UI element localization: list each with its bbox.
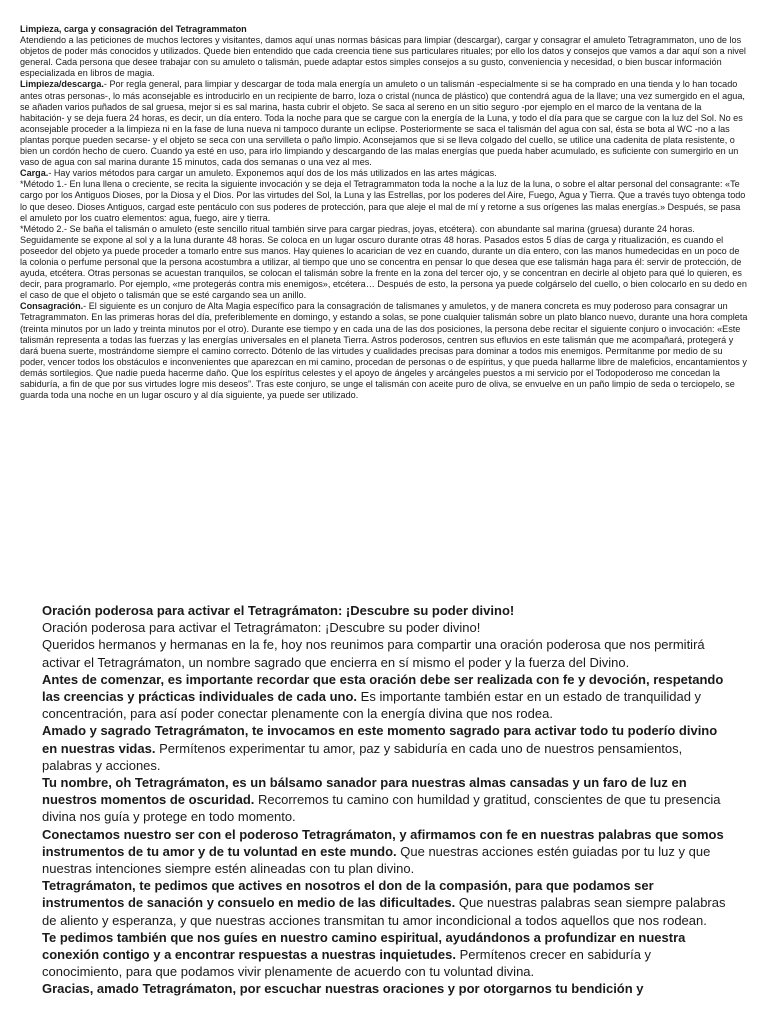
prayer-paragraph-3	[42, 722, 732, 774]
consecration-text: - El siguiente es un conjuro de Alta Magia específico para la consagración de talismanes y amuletos, y de manera concreta es muy poderoso para consagrar un Tetragrammaton. En las primeras horas del día, preferiblemente en domingo, y estando a solas, se pone cualquier talismán sobre un plato blanco nuevo, durante una hora completa (treinta minutos por un lado y treinta minutos por el otro). Durante ese tiempo y en cada una de las dos posiciones, la persona debe recitar el siguiente conjuro o invocación: «Este talismán representa a todas las fuerzas y las energías universales en el planeta Tierra. Astros poderosos, centren sus efluvios en este talismán que me acompañará, protegerá y dará buena suerte, mostrándome siempre el camino correcto. Dótenlo de las virtudes y cualidades precisas para dominar a todos mis enemigos. Permítanme por medio de su poder, vencer todos los obstáculos e inconvenientes que aparezcan en mi camino, procedan de personas o de espíritus, y que pueda hallarme libre de maleficios, encantamientos y demás sortilegios. Que nadie pueda hacerme daño. Que los espíritus celestes y el apoyo de ángeles y arcángeles puestos a mi servicio por el Todopoderoso me concedan la sabiduría, a fin de que por sus virtudes logre mis deseos”. Tras este conjuro, se unge el talismán con aceite puro de oliva, se envuelve en un paño limpio de seda o terciopelo, se guarda toda una noche en un lugar oscuro y al día siguiente, ya puede ser utilizado.	[20, 301, 748, 401]
consecration-article	[20, 24, 748, 401]
prayer-paragraph-6-text: Que nuestras palabras sean siempre palabras de aliento y esperanza, y que nuestras acciones transmitan tu amor incondicional a todos aquellos que nos rodean.	[42, 895, 726, 928]
prayer-paragraph-1: Queridos hermanos y hermanas en la fe, hoy nos reunimos para compartir una oración poderosa que nos permitirá activar el Tetragrámaton, un nombre sagrado que encierra en sí mismo el poder y la fuerza del Divino.	[42, 637, 705, 670]
prayer-paragraph-4	[42, 774, 732, 826]
prayer-subtitle: Oración poderosa para activar el Tetragrámaton: ¡Descubre su poder divino!	[42, 620, 481, 636]
prayer-paragraph-3-text: Permítenos experimentar tu amor, paz y sabiduría en cada uno de nuestros pensamientos, palabras y acciones.	[42, 740, 683, 773]
prayer-paragraph-7-bold: Te pedimos también que nos guíes en nuestro camino espiritual, ayudándonos a profundizar en nuestra conexión contigo y a encontrar respuestas a nuestras inquietudes.	[42, 929, 686, 963]
prayer-paragraph-4-text: Recorremos tu camino con humildad y gratitud, conscientes de que tu presencia divina nos guía y protege en todo momento.	[42, 792, 721, 825]
charging-paragraph	[20, 168, 748, 179]
cleaning-paragraph	[20, 79, 748, 168]
consecration-heading: Consagración.	[20, 301, 84, 312]
cleaning-text: - Por regla general, para limpiar y descargar de toda mala energía un amuleto o un talismán -especialmente si se ha comprado en una tienda y lo han tocado antes otras personas-, lo más aconsejable es introducirlo en un recipiente de barro, loza o cristal (nunca de plástico) que contendrá agua de la llave; una vez sumergido en el agua, se añaden varios puñados de sal gruesa, mejor si es sal marina, hasta cubrir el objeto. Se saca al sereno en un sitio seguro -por ejemplo en el marco de la ventana de la habitación- y se deja fuera 24 horas, es decir, un día entero. Toda la noche para que se cargue con la energía de la Luna, y todo el día para que se cargue con la luz del Sol. No es aconsejable proceder a la limpieza ni en la fase de luna nueva ni tampoco durante un eclipse. Posteriormente se saca el talismán del agua con sal, ésta se bota al WC -no a las plantas porque pueden secarse- y el objeto se seca con una servilleta o paño limpio. Aconsejamos que si se lleva colgado del cuello, se utilice una cadenita de plata resistente, o bien un cordón hecho de cuero. Cuando ya esté en uso, para irlo limpiando y descargando de las malas energías que pueda haber acumulado, es suficiente con sumergirlo en un vaso de agua con sal marina durante 15 minutos, cada dos semanas o una vez al mes.	[20, 79, 745, 168]
prayer-paragraph-5-bold: Conectamos nuestro ser con el poderoso Tetragrámaton, y afirmamos con fe en nuestras palabras que somos instrumentos de tu amor y de tu voluntad en este mundo.	[42, 826, 724, 859]
prayer-paragraph-8: Gracias, amado Tetragrámaton, por escuchar nuestras oraciones y por otorgarnos tu bendición y	[42, 981, 644, 997]
prayer-paragraph-2-text: Es importante también estar en un estado de tranquilidad y concentración, para así poder conectar plenamente con la energía divina que nos rodea.	[42, 689, 702, 722]
prayer-paragraph-5	[42, 826, 732, 878]
cleaning-heading: Limpieza/descarga.	[20, 79, 104, 90]
method-1-paragraph: *Método 1.- En luna llena o creciente, se recita la siguiente invocación y se deja el Tetragrammaton toda la noche a la luz de la luna, o sobre el altar personal del consagrante: «Te cargo por los Antiguos Dioses, por la Diosa y el Dios. Por las virtudes del Sol, la Luna y las Estrellas, por los poderes del Aire, Fuego, Agua y Tierra. Que a través tuyo obtenga todo lo que deseo. Dioses Antiguos, cargad este pentáculo con sus poderes de protección, para que aleje el mal de mí y retorne a sus orígenes las malas energías.» Después, se pasa el amuleto por los cuatro elementos: agua, fuego, aire y tierra.	[20, 179, 746, 223]
article-title: Limpieza, carga y consagración del Tetragrammaton	[20, 24, 247, 34]
charging-heading: Carga.	[20, 168, 49, 179]
prayer-article	[42, 602, 732, 998]
prayer-paragraph-4-bold: Tu nombre, oh Tetragrámaton, es un bálsamo sanador para nuestras almas cansadas y un faro de luz en nuestros momentos de oscuridad.	[42, 775, 687, 808]
prayer-paragraph-2	[42, 671, 732, 723]
charging-text: - Hay varios métodos para cargar un amuleto. Exponemos aquí dos de los más utilizados en las artes mágicas.	[48, 168, 497, 179]
prayer-paragraph-2-bold: Antes de comenzar, es importante recordar que esta oración debe ser realizada con fe y devoción, respetando las creencias y prácticas individuales de cada uno.	[42, 671, 724, 705]
prayer-paragraph-6	[42, 877, 732, 929]
intro-paragraph: Atendiendo a las peticiones de muchos lectores y visitantes, damos aquí unas normas básicas para limpiar (descargar), cargar y consagrar el amuleto Tetragrammaton, uno de los objetos de poder más conocidos y utilizados. Quede bien entendido que cada creencia tiene sus particulares rituales; por ello los datos y consejos que vamos a dar aquí son a nivel general. Cada persona que desee trabajar con su amuleto o talismán, puede adaptar estos simples consejos a su gusto, conveniencia y necesidad, o bien buscar información especializada en libros de magia.	[20, 35, 746, 79]
prayer-paragraph-5-text: Que nuestras acciones estén guiadas por tu luz y que nuestras intenciones siempre estén alineadas con tu plan divino.	[42, 843, 711, 877]
prayer-paragraph-7-text: Permítenos crecer en sabiduría y conocimiento, para que podamos vivir plenamente de acuerdo con tu voluntad divina.	[42, 947, 652, 980]
method-2-paragraph: *Método 2.- Se baña el talismán o amuleto (este sencillo ritual también sirve para cargar piedras, joyas, etcétera). con abundante sal marina (gruesa) durante 24 horas. Seguidamente se expone al sol y a la luna durante 48 horas. Se coloca en un lugar oscuro durante otras 48 horas. Pasados estos 5 días de carga y ritualización, es cuando el poseedor del objeto ya puede proceder a tomarlo entre sus manos. Hay quienes lo acarician de vez en cuando, durante un día entero, con las manos humedecidas en un poco de la colonia o perfume personal que la persona acostumbra a utilizar, al tiempo que uno se concentra en pensar lo que desea que ese talismán haga para él: servir de protección, de ayuda, etcétera. Otras personas se acuestan tranquilos, se colocan el talismán sobre la frente en la zona del tercer ojo, y se concentran en decirle al objeto para qué lo quieren, es decir, para programarlo. Por ejemplo, «me protegerás contra mis enemigos», etcétera… Después de esto, la persona ya puede colgárselo del cuello, o bien colocarlo en su dedo en el caso de que el objeto o talismán que se esté cargando sea un anillo.	[20, 223, 747, 301]
prayer-paragraph-3-bold: Amado y sagrado Tetragrámaton, te invocamos en este momento sagrado para activar todo tu poderío divino en nuestras vidas.	[42, 723, 718, 756]
prayer-title: Oración poderosa para activar el Tetragrámaton: ¡Descubre su poder divino!	[42, 603, 515, 618]
prayer-paragraph-6-bold: Tetragrámaton, te pedimos que actives en nosotros el don de la compasión, para que podamos ser instrumentos de sanación y consuelo en medio de las dificultades.	[42, 878, 654, 911]
prayer-paragraph-7	[42, 929, 732, 981]
consecration-paragraph	[20, 301, 748, 401]
